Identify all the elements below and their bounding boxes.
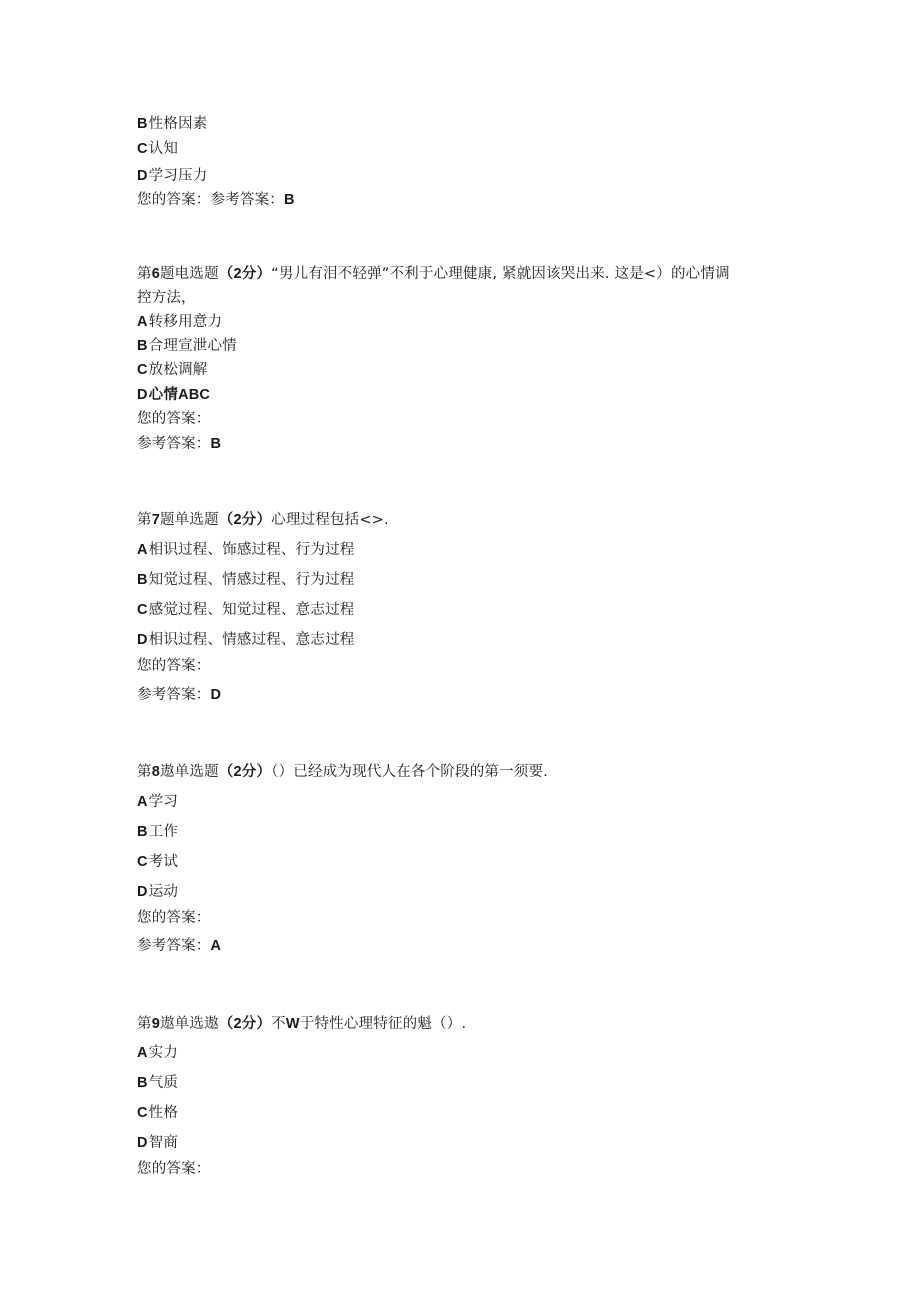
question-prefix: 第 — [137, 1016, 152, 1032]
option-q9-b — [137, 1073, 178, 1093]
ref-answer-q6 — [137, 434, 221, 454]
option-letter: B — [137, 338, 148, 354]
your-answer-q9: 您的答案： — [137, 1161, 211, 1177]
question-title-q8 — [137, 762, 548, 782]
option-letter: C — [137, 854, 148, 870]
option-text: 转移用意力 — [148, 314, 223, 330]
question-title-q9 — [137, 1014, 466, 1034]
question-score: （2分） — [218, 1016, 272, 1032]
option-letter: B — [137, 116, 148, 132]
option-q8-a — [137, 792, 178, 812]
option-letter: A — [137, 1045, 148, 1061]
question-prefix: 第 — [137, 266, 152, 282]
question-prefix: 第 — [137, 512, 152, 528]
option-letter: C — [137, 141, 148, 157]
option-letter: D — [137, 1135, 148, 1151]
option-text: 合理宣泄心情 — [148, 338, 237, 354]
ref-answer-value: D — [210, 687, 222, 703]
option-text: 气质 — [148, 1075, 179, 1091]
option-text: 学习压力 — [148, 168, 208, 184]
option-letter: C — [137, 1105, 148, 1121]
question-type: 题单选题 — [159, 512, 219, 528]
question-stem-rest: 于特性心理特征的魁（）. — [299, 1016, 467, 1032]
option-q8-c — [137, 852, 178, 872]
option-text: 考试 — [148, 854, 179, 870]
ref-answer-label: 参考答案： — [210, 192, 284, 208]
question-type: 遨单选遨 — [159, 1016, 219, 1032]
option-text: 相识过程、饰感过程、行为过程 — [148, 542, 355, 558]
option-text: 心情ABC — [148, 387, 211, 403]
option-q6-a — [137, 312, 222, 332]
option-letter: A — [137, 314, 148, 330]
option-q5-d — [137, 166, 207, 186]
option-letter: C — [137, 602, 148, 618]
question-stem: “男儿有泪不轻弹”不利于心理健康, 紧就因该哭出来. 这是<）的心情调 — [271, 266, 730, 282]
question-number: 7 — [151, 512, 160, 528]
option-text: 运动 — [148, 884, 179, 900]
ref-answer-q7 — [137, 685, 221, 705]
question-stem: （）已经成为现代人在各个阶段的第一须要. — [271, 764, 549, 780]
question-title-q7 — [137, 510, 389, 530]
option-letter: A — [137, 542, 148, 558]
ref-answer-value: A — [210, 938, 222, 954]
option-letter: D — [137, 387, 148, 403]
option-q9-a — [137, 1043, 178, 1063]
option-letter: B — [137, 572, 148, 588]
your-answer-q7: 您的答案： — [137, 658, 211, 674]
option-text: 放松调解 — [148, 362, 208, 378]
question-number: 8 — [151, 764, 160, 780]
ref-answer-label: 参考答案： — [137, 938, 211, 954]
option-text: 性格 — [148, 1105, 179, 1121]
option-text: 学习 — [148, 794, 179, 810]
option-text: 知觉过程、情感过程、行为过程 — [148, 572, 355, 588]
option-text: 工作 — [148, 824, 179, 840]
question-stem-cont-q6: 控方法， — [137, 290, 196, 306]
question-stem: 不 — [271, 1016, 286, 1032]
question-score: （2分） — [218, 266, 272, 282]
option-q6-b — [137, 336, 237, 356]
option-q5-b — [137, 114, 207, 134]
option-text: 认知 — [148, 141, 179, 157]
option-letter: D — [137, 884, 148, 900]
question-prefix: 第 — [137, 764, 152, 780]
question-score: （2分） — [218, 764, 272, 780]
option-q7-c — [137, 600, 354, 620]
ref-answer-value: B — [284, 192, 295, 208]
your-answer-q6: 您的答案： — [137, 411, 211, 427]
question-score: （2分） — [218, 512, 272, 528]
option-q6-c — [137, 360, 207, 380]
option-q7-a — [137, 540, 354, 560]
ref-answer-value: B — [210, 436, 222, 452]
option-q6-d — [137, 385, 210, 405]
option-q9-d — [137, 1133, 178, 1153]
option-q7-b — [137, 570, 354, 590]
option-q8-b — [137, 822, 178, 842]
your-answer-q8: 您的答案： — [137, 910, 211, 926]
option-text: 相识过程、情感过程、意志过程 — [148, 632, 355, 648]
option-q8-d — [137, 882, 178, 902]
option-letter: B — [137, 824, 148, 840]
option-text: 智商 — [148, 1135, 179, 1151]
question-title-q6 — [137, 264, 730, 284]
option-letter: C — [137, 362, 148, 378]
option-letter: D — [137, 168, 148, 184]
question-type: 题电选题 — [159, 266, 219, 282]
ref-answer-label: 参考答案： — [137, 687, 211, 703]
question-number: 6 — [151, 266, 160, 282]
option-q7-d — [137, 630, 354, 650]
option-q5-c — [137, 139, 178, 159]
ref-answer-q8 — [137, 936, 221, 956]
option-text: 实力 — [148, 1045, 179, 1061]
answer-line-q5 — [137, 190, 295, 210]
question-number: 9 — [151, 1016, 160, 1032]
ref-answer-label: 参考答案： — [137, 436, 211, 452]
question-stem: 心理过程包括<>. — [271, 512, 389, 528]
option-q9-c — [137, 1103, 178, 1123]
question-type: 遨单选题 — [159, 764, 219, 780]
option-letter: D — [137, 632, 148, 648]
option-letter: B — [137, 1075, 148, 1091]
option-letter: A — [137, 794, 148, 810]
question-stem-glyph: W — [285, 1016, 300, 1032]
option-text: 感觉过程、知觉过程、意志过程 — [148, 602, 355, 618]
option-text: 性格因素 — [148, 116, 208, 132]
your-answer-label: 您的答案： — [137, 192, 211, 208]
